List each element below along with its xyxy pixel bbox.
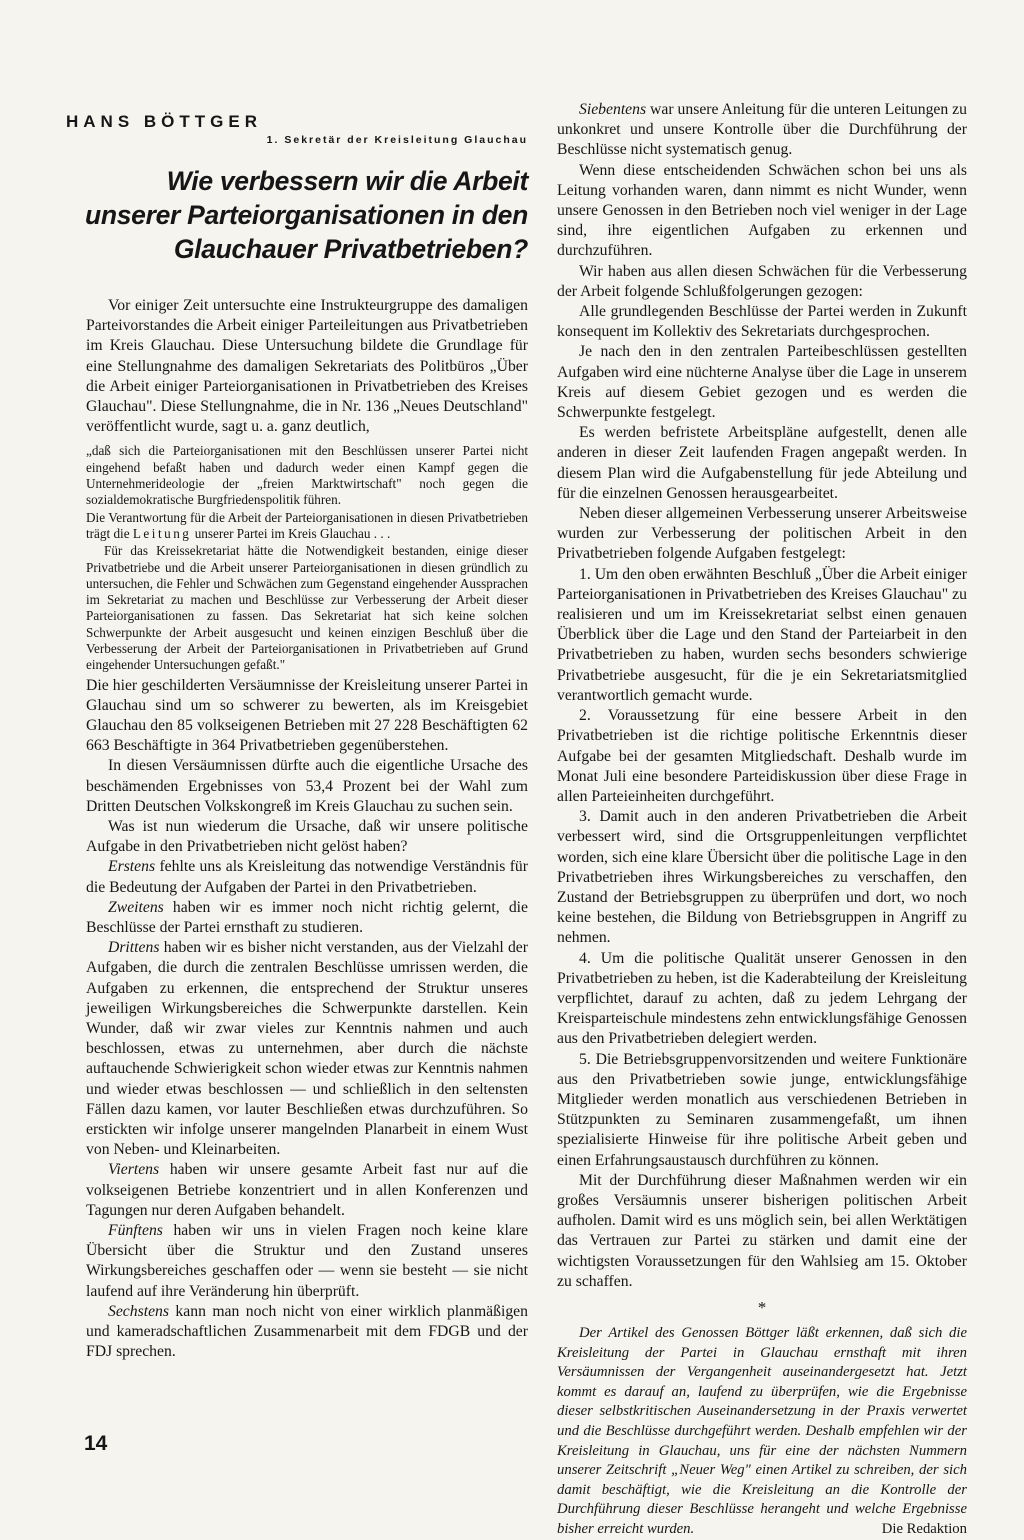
list-item: 2. Voraussetzung für eine bessere Arbeit in den Privatbetrieben ist die richtige politische Erkenntnis dieser Aufgabe bei der gesamten Mitgliedschaft. Deshalb wurde im Monat Juli eine besondere Parteidiskussion über diese Frage in allen Parteieinheiten durchgeführt. [557, 707, 967, 805]
quote-paragraph: Für das Kreissekretariat hätte die Notwendigkeit bestanden, einige dieser Privatbetriebe und die Arbeit unserer Parteiorganisationen in diesen gründlich zu untersuchen, die Fehler und Schwächen zum Gegenstand eingehender Aussprachen im Sekretariat zu machen und Beschlüsse zur Verbesserung der Arbeit dieser Parteiorganisationen zu fassen. Das Sekretariat hat sich keine solchen Schwerpunkte der Arbeit ausgesucht und keinen einzigen Beschluß über die Verbesserung der Arbeit der Parteiorganisationen in Privatbetrieben auf Grund eingehender Untersuchungen gefaßt." [86, 543, 528, 673]
quote-paragraph: Die Verantwortung für die Arbeit der Parteiorganisationen in diesen Privatbetrieben trägt die Leitung unserer Partei im Kreis Glauchau . . . [86, 509, 528, 541]
editorial-signature: Die Redaktion [881, 1520, 967, 1537]
author-name: HANS BÖTTGER [66, 112, 262, 131]
paragraph: Fünftens haben wir uns in vielen Fragen noch keine klare Übersicht über die Struktur und den Zustand unseres Wirkungsbereiches geschaffen oder — wenn sie besteht — sie nicht laufend auf ihre Veränderung hin überprüft. [86, 1222, 528, 1300]
list-item: 1. Um den oben erwähnten Beschluß „Über die Arbeit einiger Parteiorganisationen in Privatbetrieben des Kreises Glauchau" zu realisieren und um im Kreissekretariat selbst einen genauen Überblick über die Lage und den Stand der Parteiarbeit in den Privatbetrieben zu haben, wurden sechs besonders schwierige Privatbetriebe ausgesucht, für die je ein Sekretariatsmitglied verantwortlich gemacht wurde. [557, 565, 967, 704]
paragraph: Zweitens haben wir es immer noch nicht richtig gelernt, die Beschlüsse der Partei ernsthaft zu studieren. [86, 898, 528, 937]
paragraph: Was ist nun wiederum die Ursache, daß wir unsere politische Aufgabe in den Privatbetrieben nicht gelöst haben? [86, 818, 528, 856]
article-title: Wie verbessern wir die Arbeit unserer Parteiorganisationen in den Glauchauer Privatbetrieben? [84, 166, 528, 264]
paragraph: Die hier geschilderten Versäumnisse der Kreisleitung unserer Partei in Glauchau sind um so schwerer zu bewerten, als im Kreisgebiet Glauchau den 85 volkseigenen Betrieben mit 27 228 Beschäftigten 62 663 Beschäftigte in 364 Privatbetrieben gegenüberstehen. [86, 676, 528, 755]
paragraph: Drittens haben wir es bisher nicht verstanden, aus der Vielzahl der Aufgaben, die durch die zentralen Beschlüsse umrissen werden, die Aufgaben zu erkennen, die entsprechend der Struktur unseres jeweiligen Wirkungsbereiches die Schwerpunkte darstellen. Kein Wunder, daß wir zwar vieles zur Kenntnis nahmen und auch beschlossen, etwas zu unternehmen, aber durch die nächste auftauchende Schwierigkeit schon wieder etwas zur Kenntnis nahmen und wieder etwas beschlossen — und schließlich in den seltensten Fällen dazu kamen, vor lauter Beschließen etwas durchzuführen. So erstickten wir infolge unserer mangelnden Planarbeit in einem Wust von Neben- und Kleinarbeiten. [86, 939, 528, 1159]
paragraph: Es werden befristete Arbeitspläne aufgestellt, denen alle anderen in dieser Zeit laufenden Fragen angepaßt werden. In diesem Plan wird die Aufgabenstellung für jede Abteilung und für die einzelnen Genossen herausgearbeitet. [557, 424, 967, 502]
left-column [66, 100, 528, 1362]
page-number: 14 [84, 1432, 108, 1455]
paragraph: In diesen Versäumnissen dürfte auch die eigentliche Ursache des beschämenden Ergebnisses von 53,4 Prozent bei der Wahl zum Dritten Deutschen Volkskongreß im Kreis Glauchau zu suchen sein. [86, 757, 528, 815]
paragraph: Siebentens war unsere Anleitung für die unteren Leitungen zu unkonkret und unsere Kontrolle über die Durchführung der Beschlüsse nicht systematisch genug. [557, 101, 967, 159]
right-column [557, 100, 967, 1540]
section-separator: * [757, 1297, 767, 1317]
list-item: 5. Die Betriebsgruppenvorsitzenden und weitere Funktionäre aus den Privatbetrieben sowie junge, entwicklungsfähige Mitglieder werden monatlich aus verschiedenen Betrieben in Stützpunkten zu Seminaren zusammengefaßt, um ihnen spezialisierte Hinweise für ihre politische Arbeit geben und einen Erfahrungsaustausch durchführen zu können. [557, 1050, 967, 1169]
paragraph: Sechstens kann man noch nicht von einer wirklich planmäßigen und kameradschaftlichen Zusammenarbeit mit dem FDGB und der FDJ sprechen. [86, 1302, 528, 1361]
left-body [86, 296, 528, 1362]
right-body [557, 100, 967, 1292]
paragraph: Wenn diese entscheidenden Schwächen schon bei uns als Leitung vorhanden waren, dann nimmt es nicht Wunder, wenn unsere Genossen in den Betrieben noch viel weniger in der Lage sind, ihre eigentlichen Aufgaben zu erkennen und durchzuführen. [557, 161, 967, 260]
paragraph: Neben dieser allgemeinen Verbesserung unserer Arbeitsweise wurden zur Verbesserung der politischen Arbeit in den Privatbetrieben folgende Aufgaben festgelegt: [557, 505, 967, 563]
paragraph: Alle grundlegenden Beschlüsse der Partei werden in Zukunft konsequent im Kollektiv des Sekretariats durchgesprochen. [557, 303, 967, 341]
paragraph: Wir haben aus allen diesen Schwächen für die Verbesserung der Arbeit folgende Schlußfolgerungen gezogen: [557, 262, 967, 300]
paragraph: Vor einiger Zeit untersuchte eine Instrukteurgruppe des damaligen Parteivorstandes die Arbeit einiger Parteileitungen aus Privatbetrieben im Kreis Glauchau. Diese Untersuchung bildete die Grundlage für eine Stellungnahme des damaligen Sekretariats des Politbüros „Über die Arbeit einiger Parteiorganisationen in Privatbetrieben des Kreises Glauchau". Diese Stellungnahme, die in Nr. 136 „Neues Deutschland" veröffentlicht wurde, sagt u. a. ganz deutlich, [86, 297, 528, 436]
list-item: 4. Um die politische Qualität unserer Genossen in den Privatbetrieben zu heben, ist die Kaderabteilung der Kreisleitung verpflichtet, darauf zu achten, daß zu jedem Lehrgang der Kreisparteischule mindestens zehn entwicklungsfähige Genossen aus den Privatbetrieben delegiert werden. [557, 949, 967, 1048]
paragraph: Erstens fehlte uns als Kreisleitung das notwendige Verständnis für die Bedeutung der Aufgaben der Partei in den Privatbetrieben. [86, 858, 528, 896]
paragraph: Mit der Durchführung dieser Maßnahmen werden wir ein großes Versäumnis unserer bisherigen politischen Arbeit aufholen. Damit wird es uns möglich sein, bei allen Werktätigen das Vertrauen zur Partei zu stärken und damit eine der wichtigsten Voraussetzungen für den Wahlsieg am 15. Oktober zu schaffen. [557, 1171, 967, 1290]
quotation [86, 443, 528, 673]
paragraph: Viertens haben wir unsere gesamte Arbeit fast nur auf die volkseigenen Betriebe konzentriert und in allen Konferenzen und Tagungen nur deren Aufgaben behandelt. [86, 1161, 528, 1219]
paragraph: Je nach den in den zentralen Parteibeschlüssen gestellten Aufgaben wird eine nüchterne Analyse über die Lage in unserem Kreis auf diesem Gebiet gezogen und es werden die Schwerpunkte festgelegt. [557, 343, 967, 422]
author-role: 1. Sekretär der Kreisleitung Glauchau [266, 134, 528, 146]
quote-paragraph: „daß sich die Parteiorganisationen mit den Beschlüssen unserer Partei nicht eingehend befaßt haben und dadurch weder einen Kampf gegen die Unternehmerideologie der „freien Marktwirtschaft" noch gegen die sozialdemokratische Burgfriedenspolitik führen. [86, 443, 528, 508]
list-item: 3. Damit auch in den anderen Privatbetrieben die Arbeit verbessert wird, sind die Ortsgruppenleitungen verpflichtet worden, sich eine klare Übersicht über die politische Lage in den Privatbetrieben ihres Wirkungsbereiches zu verschaffen, den Zustand der Betriebsgruppen zu überprüfen und dort, wo noch keine bestehen, die Bildung von Betriebsgruppen in Angriff zu nehmen. [557, 808, 967, 947]
editorial-note: Der Artikel des Genossen Böttger läßt erkennen, daß sich die Kreisleitung der Partei in Glauchau ernsthaft mit ihren Versäumnissen der Vergangenheit auseinandergesetzt hat. Jetzt kommt es darauf an, laufend zu überprüfen, wie die Ergebnisse dieser selbstkritischen Auseinandersetzung in der Praxis verwertet und die Beschlüsse durchgeführt werden. Deshalb empfehlen wir der Kreisleitung in Glauchau, uns für eine der nächsten Nummern unserer Zeitschrift „Neuer Weg" einen Artikel zu schreiben, der sich damit beschäftigt, wie die Kreisleitung an die Kontrolle der Durchführung dieser Beschlüsse herangeht und welche Ergebnisse bisher erreicht wurden. Die Redaktion [557, 1324, 967, 1540]
